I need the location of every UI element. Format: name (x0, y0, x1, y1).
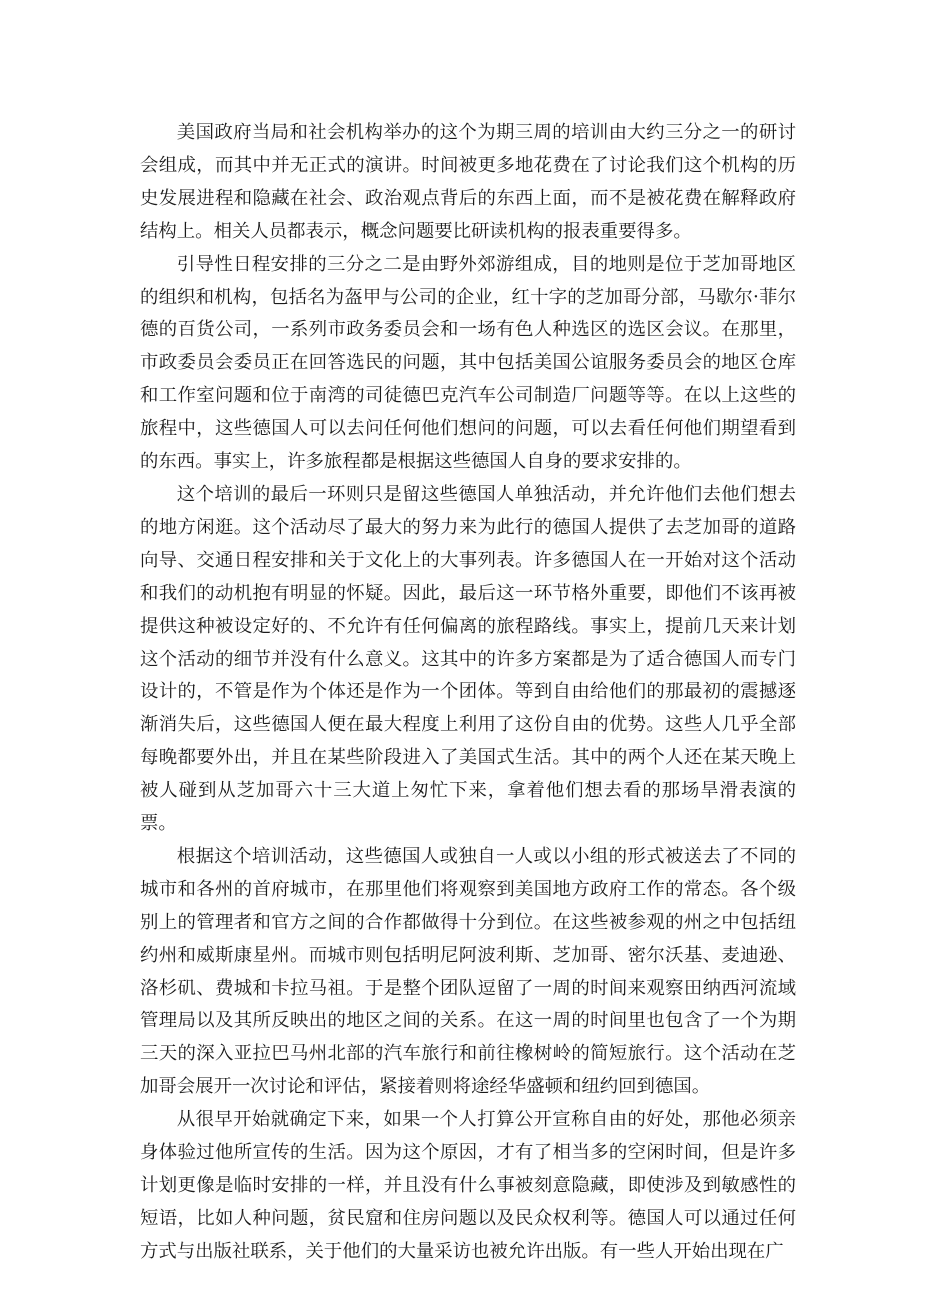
paragraph-1: 美国政府当局和社会机构举办的这个为期三周的培训由大约三分之一的研讨会组成，而其中并无正式的演讲。时间被更多地花费在了讨论我们这个机构的历史发展进程和隐藏在社会、政治观点背后的东西上面，而不是被花费在解释政府结构上。相关人员都表示，概念问题要比研读机构的报表重要得多。 (140, 122, 796, 242)
paragraph-4: 根据这个培训活动，这些德国人或独自一人或以小组的形式被送去了不同的城市和各州的首府城市，在那里他们将观察到美国地方政府工作的常态。各个级别上的管理者和官方之间的合作都做得十分到位。在这些被参观的州之中包括纽约州和威斯康星州。而城市则包括明尼阿波利斯、芝加哥、密尔沃基、麦迪逊、洛杉矶、费城和卡拉马祖。于是整个团队逗留了一周的时间来观察田纳西河流域管理局以及其所反映出的地区之间的关系。在这一周的时间里也包含了一个为期三天的深入亚拉巴马州北部的汽车旅行和前往橡树岭的简短旅行。这个活动在芝加哥会展开一次讨论和评估，紧接着则将途经华盛顿和纽约回到德国。 (140, 845, 796, 1098)
document-page (140, 117, 796, 1269)
paragraph-2: 引导性日程安排的三分之二是由野外郊游组成，目的地则是位于芝加哥地区的组织和机构，包括名为盔甲与公司的企业，红十字的芝加哥分部，马歇尔·菲尔德的百货公司，一系列市政务委员会和一场有色人种选区的选区会议。在那里，市政委员会委员正在回答选民的问题，其中包括美国公谊服务委员会的地区仓库和工作室问题和位于南湾的司徒德巴克汽车公司制造厂问题等等。在以上这些的旅程中，这些德国人可以去问任何他们想问的问题，可以去看任何他们期望看到的东西。事实上，许多旅程都是根据这些德国人自身的要求安排的。 (140, 253, 796, 473)
paragraph-3: 这个培训的最后一环则只是留这些德国人单独活动，并允许他们去他们想去的地方闲逛。这个活动尽了最大的努力来为此行的德国人提供了去芝加哥的道路向导、交通日程安排和关于文化上的大事列表。许多德国人在一开始对这个活动和我们的动机抱有明显的怀疑。因此，最后这一环节格外重要，即他们不该再被提供这种被设定好的、不允许有任何偏离的旅程路线。事实上，提前几天来计划这个活动的细节并没有什么意义。这其中的许多方案都是为了适合德国人而专门设计的，不管是作为个体还是作为一个团体。等到自由给他们的那最初的震撼逐渐消失后，这些德国人便在最大程度上利用了这份自由的优势。这些人几乎全部每晚都要外出，并且在某些阶段进入了美国式生活。其中的两个人还在某天晚上被人碰到从芝加哥六十三大道上匆忙下来，拿着他们想去看的那场旱滑表演的票。 (140, 483, 796, 835)
paragraph-5: 从很早开始就确定下来，如果一个人打算公开宣称自由的好处，那他必须亲身体验过他所宣传的生活。因为这个原因，才有了相当多的空闲时间，但是许多计划更像是临时安排的一样，并且没有什么事被刻意隐藏，即使涉及到敏感性的短语，比如人种问题，贫民窟和住房问题以及民众权利等。德国人可以通过任何方式与出版社联系，关于他们的大量采访也被允许出版。有一些人开始出现在广 (140, 1109, 796, 1262)
